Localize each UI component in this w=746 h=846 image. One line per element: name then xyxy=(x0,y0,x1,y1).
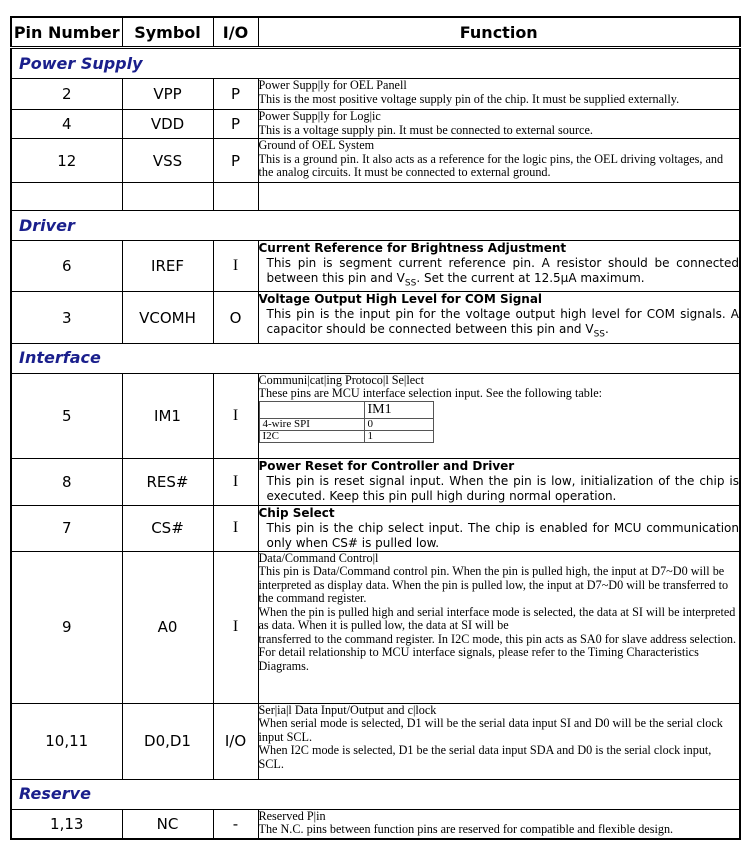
table-row xyxy=(11,809,740,839)
section-power-supply xyxy=(11,48,740,79)
pin-number: 6 xyxy=(11,241,122,292)
mode-label: I2C xyxy=(259,430,364,442)
function-desc: This is a ground pin. It also acts as a reference for the logic pins, the OEL driving voltages, and the analog circuits. It must be connected to external ground. xyxy=(258,151,724,179)
function-title: Ser|ia|l Data Input/Output and c|lock xyxy=(258,702,437,717)
pin-symbol: D0,D1 xyxy=(122,703,213,779)
pin-io: I xyxy=(213,505,258,551)
section-title: Reserve xyxy=(19,784,91,804)
function-desc: For detail relationship to MCU interface signals, please refer to the Timing Characteristics Diagrams. xyxy=(258,645,699,673)
function-title: Power Supp|ly for OEL Panell xyxy=(258,78,407,92)
table-row xyxy=(11,139,740,183)
function-title: Communi|cat|ing Protoco|l Se|lect xyxy=(258,372,424,387)
pin-symbol: VSS xyxy=(122,139,213,183)
pin-function xyxy=(258,703,740,779)
pin-number: 2 xyxy=(11,79,122,110)
pin-io: I xyxy=(213,373,258,458)
function-desc: This pin is the input pin for the voltage output high level for COM signals. A capacitor should be connected between this pin and $V_{SS}$. xyxy=(266,307,739,340)
pin-io: I/O xyxy=(213,703,258,779)
pin-function xyxy=(258,139,740,183)
pin-number: 10,11 xyxy=(11,703,122,779)
function-desc: This pin is Data/Command control pin. When the pin is pulled high, the input at D7~D0 will be interpreted as display data. When the pin is pulled low, the input at D7~D0 will be transferred to the command register. xyxy=(258,564,729,606)
table-row xyxy=(11,551,740,703)
pin-symbol: VPP xyxy=(122,79,213,110)
pin-description-page xyxy=(10,16,739,840)
table-row xyxy=(11,703,740,779)
function-title: Data/Command Contro|l xyxy=(258,550,379,565)
header-pin-number: Pin Number xyxy=(11,17,122,48)
header-io: I/O xyxy=(213,17,258,48)
pin-function xyxy=(258,458,740,505)
pin-number: 8 xyxy=(11,458,122,505)
table-row xyxy=(11,505,740,551)
pin-io: I xyxy=(213,241,258,292)
function-title: Ground of OEL System xyxy=(258,138,375,152)
pin-io: P xyxy=(213,110,258,139)
function-desc: When the pin is pulled high and serial interface mode is selected, the data at SI will be interpreted as data. When it is pulled low, the data at SI will be xyxy=(258,604,736,633)
function-title: Current Reference for Brightness Adjustment xyxy=(258,241,567,255)
function-desc: These pins are MCU interface selection input. See the following table: xyxy=(258,386,603,401)
mode-value: 1 xyxy=(364,430,433,442)
function-desc: This is a voltage supply pin. It must be connected to external source. xyxy=(258,122,593,137)
function-title: Power Supp|ly for Log|ic xyxy=(258,109,381,123)
pin-symbol: NC xyxy=(122,809,213,839)
function-title: Chip Select xyxy=(258,505,335,520)
section-driver xyxy=(11,211,740,241)
function-desc: This is the most positive voltage supply pin of the chip. It must be supplied externally. xyxy=(258,91,680,106)
function-desc: This pin is reset signal input. When the pin is low, initialization of the chip is executed. Keep this pin pull high during normal operation. xyxy=(266,473,739,503)
function-desc: The N.C. pins between function pins are reserved for compatible and flexible design. xyxy=(258,822,674,837)
pin-io: P xyxy=(213,79,258,110)
pin-io: I xyxy=(213,458,258,505)
pin-function xyxy=(258,241,740,292)
pin-number: 4 xyxy=(11,110,122,139)
mode-label: 4-wire SPI xyxy=(259,418,364,430)
function-desc: When serial mode is selected, D1 will be the serial data input SI and D0 will be the serial clock input SCL. xyxy=(258,716,723,744)
table-row xyxy=(11,241,740,292)
function-title: Reserved P|in xyxy=(258,808,326,823)
pin-symbol: CS# xyxy=(122,505,213,551)
pin-symbol: A0 xyxy=(122,551,213,703)
header-symbol: Symbol xyxy=(122,17,213,48)
table-row xyxy=(11,110,740,139)
pin-symbol: VCOMH xyxy=(122,292,213,343)
function-desc: This pin is segment current reference pin. A resistor should be connected between this pin and $V_{SS}$. Set the current at 12.5μA maximum. xyxy=(266,256,739,289)
pin-function xyxy=(258,373,740,458)
empty-row xyxy=(11,183,740,211)
pin-function xyxy=(258,551,740,703)
pin-number: 12 xyxy=(11,139,122,183)
pin-symbol: VDD xyxy=(122,110,213,139)
function-title: Power Reset for Controller and Driver xyxy=(258,458,515,473)
pin-io: O xyxy=(213,292,258,343)
table-row xyxy=(11,292,740,343)
pin-io: P xyxy=(213,139,258,183)
pin-number: 7 xyxy=(11,505,122,551)
im1-selection-table xyxy=(259,401,434,443)
im1-header: IM1 xyxy=(364,401,433,418)
pin-number: 9 xyxy=(11,551,122,703)
pin-function xyxy=(258,809,740,839)
pin-symbol: IREF xyxy=(122,241,213,292)
pin-io: - xyxy=(213,809,258,839)
section-interface xyxy=(11,343,740,373)
header-function: Function xyxy=(258,17,740,48)
pin-function xyxy=(258,505,740,551)
pin-symbol: RES# xyxy=(122,458,213,505)
mode-value: 0 xyxy=(364,418,433,430)
table-row xyxy=(11,373,740,458)
section-title: Driver xyxy=(19,215,75,235)
section-reserve xyxy=(11,779,740,809)
function-title: Voltage Output High Level for COM Signal xyxy=(258,292,543,307)
pin-number: 3 xyxy=(11,292,122,343)
pin-function xyxy=(258,79,740,110)
table-row xyxy=(11,79,740,110)
pin-number: 5 xyxy=(11,373,122,458)
function-desc: transferred to the command register. In I2C mode, this pin acts as SA0 for slave address selection. xyxy=(258,631,737,646)
pin-number: 1,13 xyxy=(11,809,122,839)
pin-io: I xyxy=(213,551,258,703)
pin-symbol: IM1 xyxy=(122,373,213,458)
function-desc: This pin is the chip select input. The chip is enabled for MCU communication only when CS# is pulled low. xyxy=(266,520,739,550)
section-title: Interface xyxy=(19,348,101,368)
header-row xyxy=(11,17,740,48)
table-row xyxy=(11,458,740,505)
function-desc: When I2C mode is selected, D1 be the serial data input SDA and D0 is the serial clock input, SCL. xyxy=(258,743,712,771)
pin-table xyxy=(10,16,741,840)
pin-function xyxy=(258,292,740,343)
pin-function xyxy=(258,110,740,139)
section-title: Power Supply xyxy=(19,53,143,73)
